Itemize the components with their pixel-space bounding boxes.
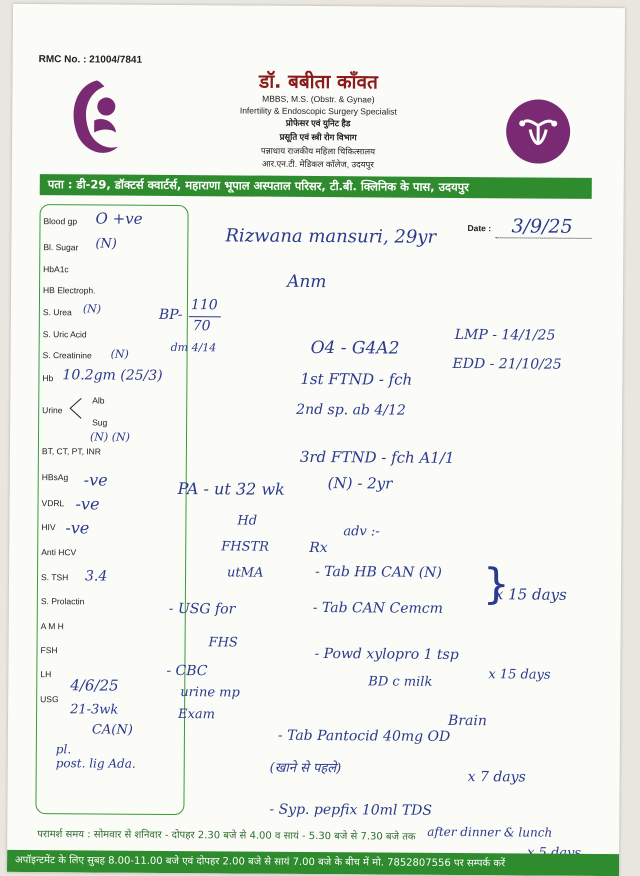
hw-med4b: (खाने से पहले)	[269, 760, 342, 777]
hw-hbsag: -ve	[83, 470, 108, 490]
hw-utma: utMA	[227, 565, 264, 581]
hw-pa: PA - ut 32 wk	[177, 479, 285, 499]
hw-third: 3rd FTND - fch A1/1	[299, 447, 455, 467]
doctor-position: प्रोफेसर एवं युनिट हैड	[285, 117, 351, 129]
label-bt-ct: BT, CT, PT, INR	[41, 446, 101, 457]
hw-obs: O4 - G4A2	[310, 337, 400, 359]
label-s-prolactin: S. Prolactin	[40, 596, 85, 607]
label-sug: Sug	[92, 417, 108, 428]
hw-vdrl: -ve	[75, 494, 100, 514]
consultation-timings: परामर्श समय : सोमवार से शनिवार - दोपहर 2.30 बजे से 4.00 व सायं - 5.30 बजे से 7.30 बजे तक	[37, 829, 416, 843]
label-vdrl: VDRL	[41, 498, 65, 509]
hw-fhs: FHSTR	[221, 539, 270, 555]
brace-1: }	[482, 559, 510, 609]
hw-urine-mp: urine mp	[180, 685, 240, 701]
hw-hiv: -ve	[65, 518, 90, 538]
hw-bt: (N) (N)	[89, 430, 130, 444]
hw-first: 1st FTND - fch	[300, 369, 413, 389]
doctor-name: डॉ. बबीता काँवत	[259, 70, 378, 94]
hw-adv: adv :-	[343, 524, 380, 540]
hw-rx: Rx	[309, 539, 328, 557]
label-amh: A M H	[40, 621, 64, 632]
hw-usg-date: 4/6/25	[70, 676, 119, 695]
hw-days7: x 7 days	[467, 769, 526, 786]
hw-bp-extra: dm 4/14	[170, 340, 217, 355]
hw-bp-top: 110	[190, 297, 218, 314]
doctor-degrees: MBBS, M.S. (Obstr. & Gynae)	[262, 93, 375, 105]
hw-bl-sugar: (N)	[95, 236, 117, 252]
hw-usg-note2: post. lig Ada.	[55, 756, 136, 771]
urine-brace	[68, 396, 82, 420]
hospital-name: पन्नाधाय राजकीय महिला चिकित्सालय	[260, 145, 376, 157]
rmc-number: RMC No. : 21004/7841	[38, 54, 143, 66]
label-hba1c: HbA1c	[43, 264, 69, 275]
department: प्रसूति एवं स्त्री रोग विभाग	[279, 131, 357, 143]
address-bar: पता : डी-29, डॉक्टर्स क्वार्टर्स, महाराणा भूपाल अस्पताल परिसर, टी.बी. क्लिनिक के पास, उदयपुर	[40, 174, 592, 199]
label-blood-gp: Blood gp	[43, 216, 78, 227]
hw-med1: - Tab HB CAN (N)	[315, 563, 442, 581]
hw-med3: - Powd xylopro 1 tsp	[314, 645, 459, 664]
hw-med4: - Tab Pantocid 40mg OD	[277, 727, 451, 745]
hw-s-creat: (N)	[110, 347, 129, 361]
hw-med5: - Syp. pepfix 10ml TDS	[269, 801, 433, 819]
hw-date: 3/9/25	[511, 215, 573, 238]
hw-usg-ca: CA(N)	[91, 722, 133, 738]
date-label: Date :	[467, 223, 492, 234]
hw-usg-note1: pl.	[55, 742, 72, 757]
hw-days15: x 15 days	[494, 585, 567, 604]
label-hiv: HIV	[41, 522, 56, 533]
label-fsh: FSH	[40, 645, 58, 656]
hw-days15b: x 15 days	[488, 667, 551, 683]
hw-hd: Hd	[237, 513, 258, 529]
label-s-tsh: S. TSH	[41, 572, 69, 583]
label-hb: Hb	[42, 373, 54, 384]
hw-bp-label: BP-	[158, 306, 183, 324]
hw-lmp: LMP - 14/1/25	[454, 326, 556, 344]
bp-fraction-line	[189, 316, 221, 317]
label-bl-sugar: Bl. Sugar	[43, 242, 79, 253]
doctor-specialty: Infertility & Endoscopic Surgery Specialist	[239, 105, 397, 117]
label-alb: Alb	[92, 395, 105, 406]
label-hb-electroph: HB Electroph.	[43, 285, 96, 296]
hw-bp-bottom: 70	[192, 318, 211, 335]
hw-fhs2: FHS	[208, 635, 238, 651]
label-lh: LH	[40, 669, 52, 680]
hw-s-urea: (N)	[82, 302, 102, 316]
hw-med3b: BD c milk	[368, 674, 433, 690]
label-hbsag: HBsAg	[41, 472, 69, 483]
hw-exam: Exam	[178, 707, 216, 723]
label-s-urea: S. Urea	[42, 307, 72, 318]
hw-blood-gp: O +ve	[95, 209, 143, 228]
hw-med5b: after dinner & lunch	[427, 824, 553, 840]
hw-usg-for: - USG for	[168, 600, 236, 618]
hw-patient: Rizwana mansuri, 29yr	[225, 225, 437, 248]
appointment-bar: अपॉइन्टमेंट के लिए सुबह 8.00-11.00 बजे एवं दोपहर 2.00 बजे से सायं 7.00 बजे के बीच में मो. 7852807556 पर सम्पर्क करें	[7, 850, 619, 876]
label-usg: USG	[40, 694, 59, 705]
hw-tsh: 3.4	[84, 568, 108, 585]
hw-med2: - Tab CAN Cemcm	[312, 599, 443, 617]
label-urine: Urine	[42, 405, 63, 416]
hw-brain: Brain	[447, 712, 487, 730]
label-anti-hcv: Anti HCV	[41, 547, 77, 558]
hw-anm: Anm	[287, 271, 327, 293]
hw-usg-weeks: 21-3wk	[70, 702, 119, 718]
prescription-sheet	[7, 4, 625, 876]
hw-hb: 10.2gm (25/3)	[62, 367, 163, 384]
hw-edd: EDD - 21/10/25	[452, 355, 562, 373]
hw-cs: (N) - 2yr	[327, 474, 393, 493]
label-s-uric-acid: S. Uric Acid	[42, 329, 87, 340]
college-name: आर.एन.टी. मेडिकल कॉलेज, उदयपुर	[261, 158, 374, 170]
hw-cbc: - CBC	[166, 662, 208, 680]
label-s-creatinine: S. Creatinine	[42, 350, 92, 361]
hw-second: 2nd sp. ab 4/12	[296, 401, 406, 419]
